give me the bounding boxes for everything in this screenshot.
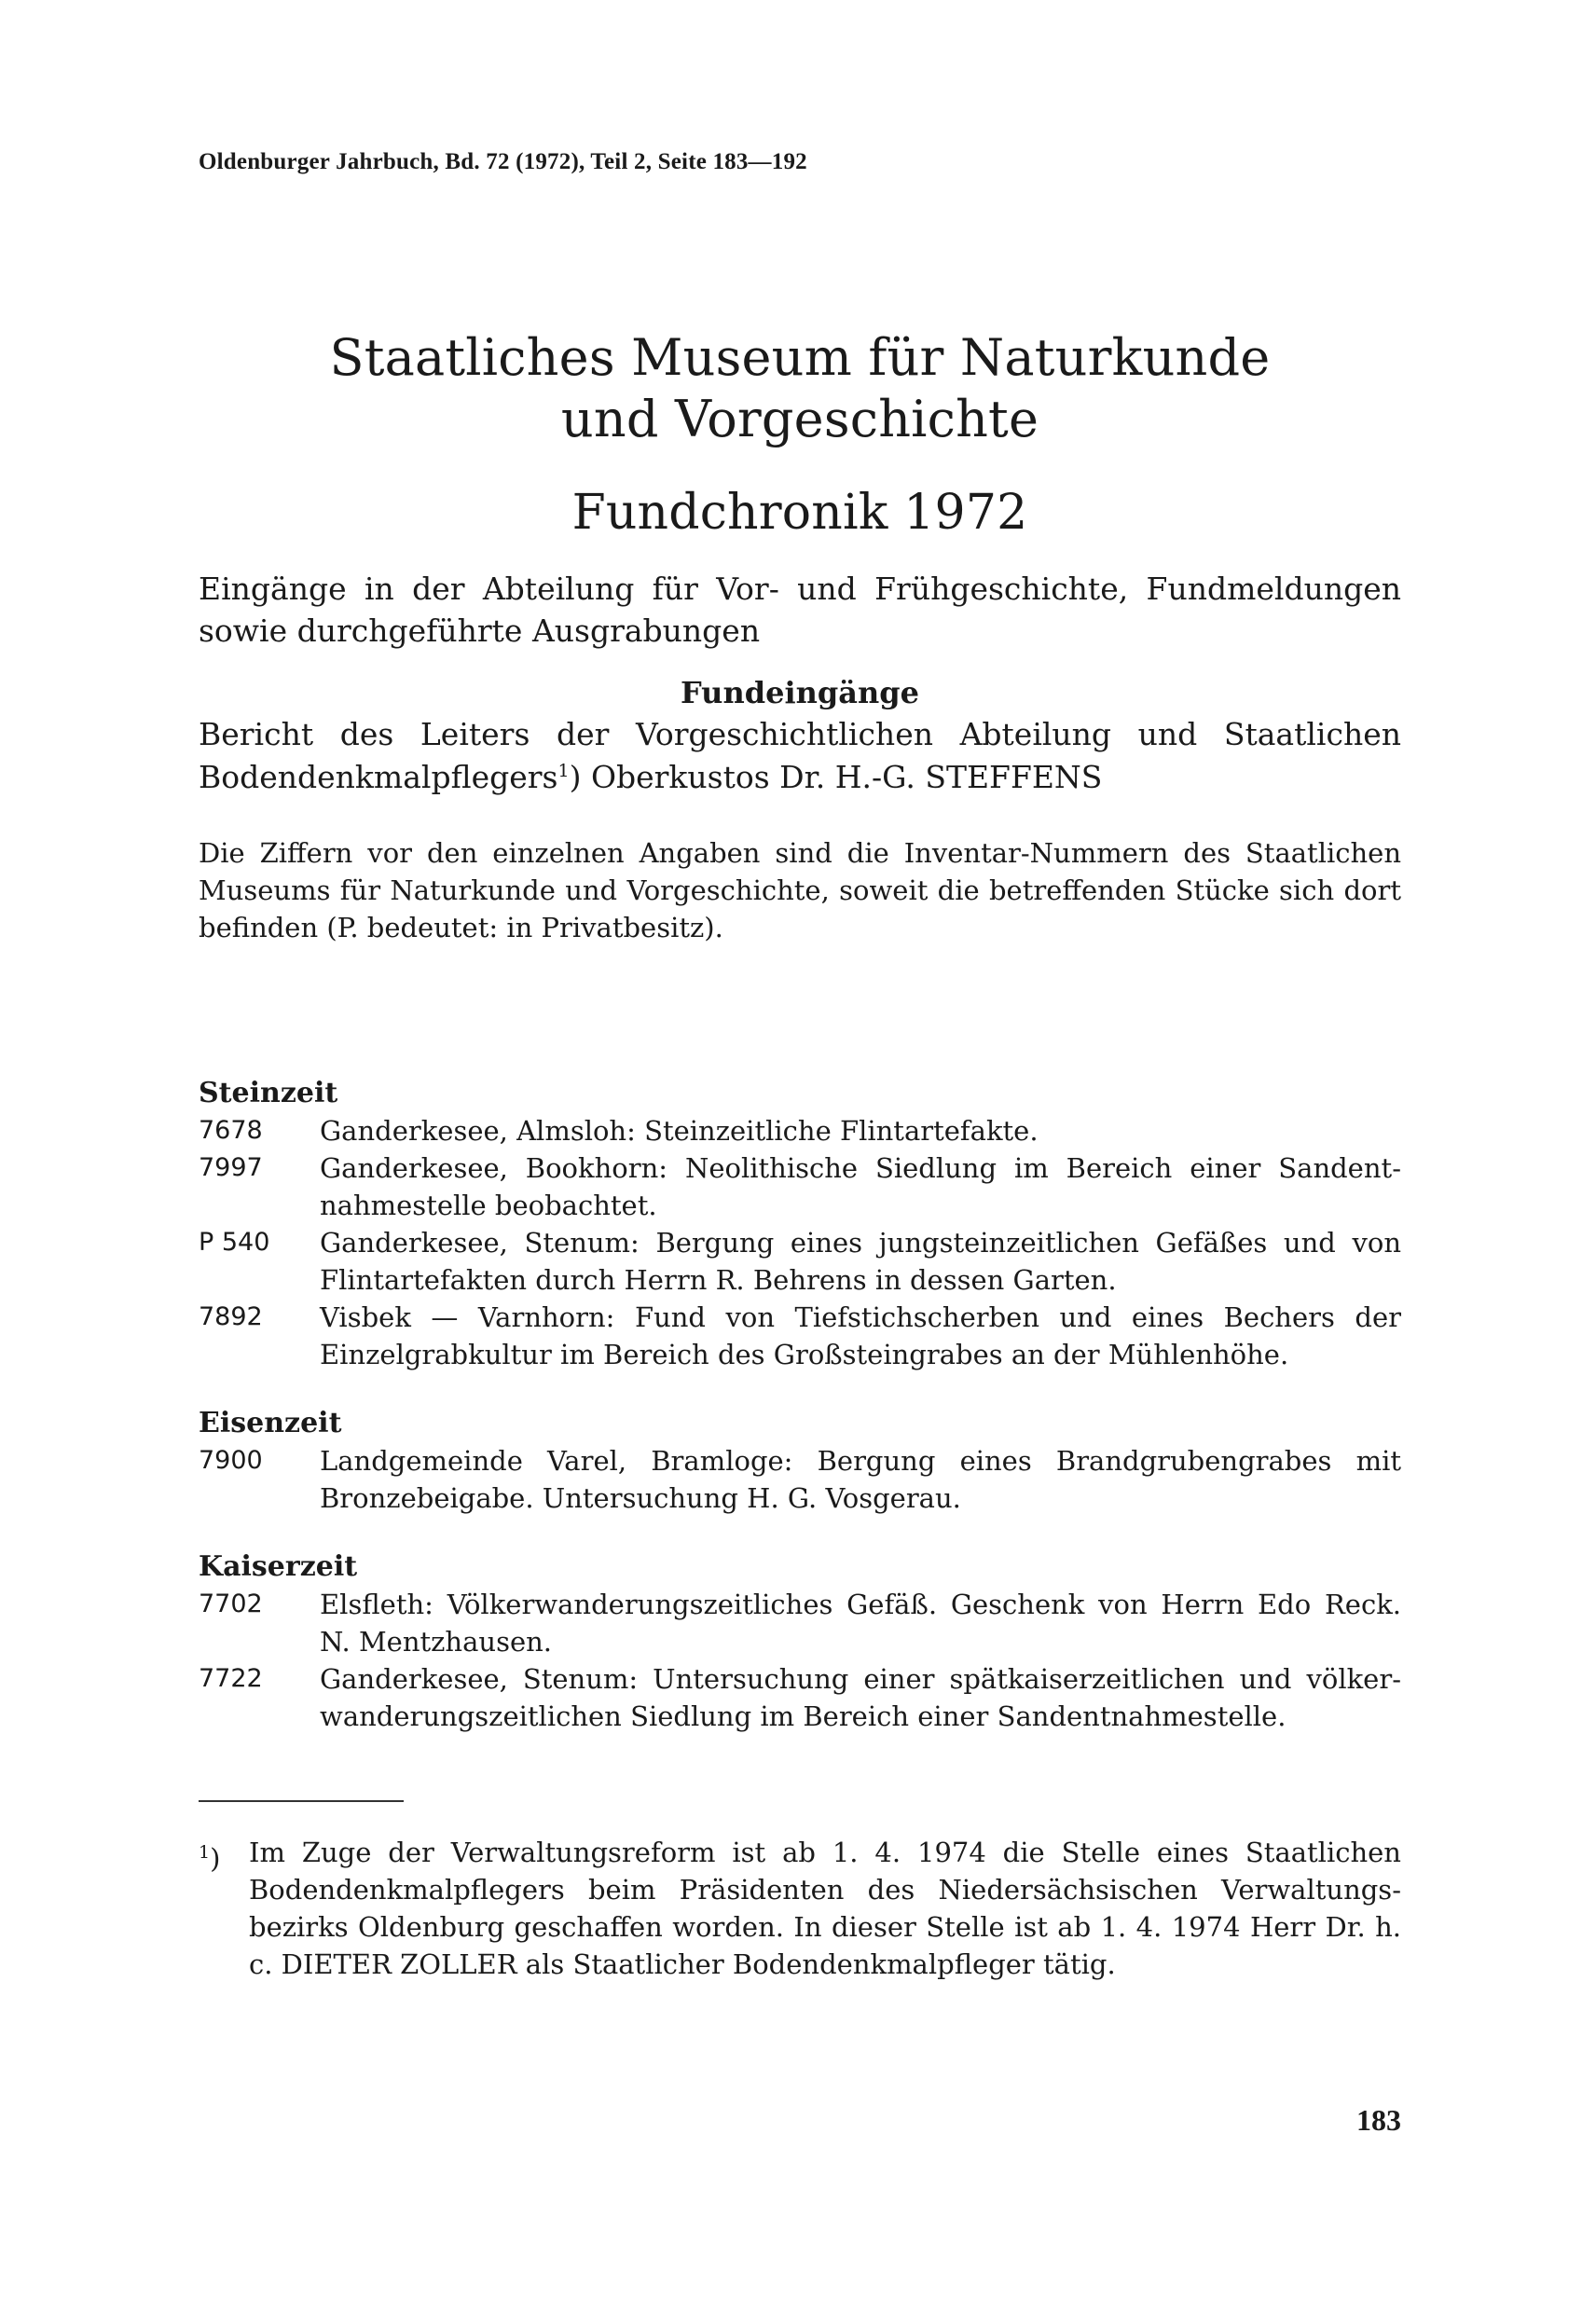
period-steinzeit <box>199 1075 1401 1373</box>
running-head: Oldenburger Jahrbuch, Bd. 72 (1972), Teil 2, Seite 183—192 <box>199 149 807 174</box>
period-title: Steinzeit <box>199 1077 338 1109</box>
inventory-number: 7678 <box>199 1116 263 1145</box>
inventory-number: 7892 <box>199 1302 263 1331</box>
page <box>199 149 1401 2137</box>
title-line-3: Fundchronik 1972 <box>571 485 1028 541</box>
entry-text: Ganderkesee, Stenum: Untersuchung einer spätkaiserzeitlichen und völkerwanderungszeitlichen Siedlung im Bereich einer Sandentnahmestelle. <box>320 1663 1401 1732</box>
footnote-text: Im Zuge der Verwaltungsreform ist ab 1. 4. 1974 die Stelle eines Staatlichen Bodendenkmalpflegers beim Präsidenten des Niedersächsischen Verwaltungsbezirks Oldenburg geschaffen worden. In dieser Stelle ist ab 1. 4. 1974 Herr Dr. h. c. DIETER ZOLLER als Staatlicher Bodendenkmalpfleger tätig. <box>249 1837 1401 1980</box>
intro-paragraph: Eingänge in der Abteilung für Vor- und Frühgeschichte, Fundmeldungen sowie durchgeführte Ausgrabungen <box>199 571 1401 649</box>
entry-text: Ganderkesee, Bookhorn: Neolithische Siedlung im Bereich einer Sandentnahmestelle beobachtet. <box>320 1152 1401 1221</box>
period-title: Kaiserzeit <box>199 1550 358 1583</box>
footnote-reference: 1 <box>557 761 570 781</box>
entry-text: Elsfleth: Völkerwanderungszeitliches Gefäß. Geschenk von Herrn Edo Reck. N. Mentzhausen. <box>320 1589 1401 1658</box>
period-title: Eisenzeit <box>199 1407 342 1439</box>
report-text-before: Bericht des Leiters der Vorgeschichtlichen Abteilung und Staatlichen Bodendenkmalpflegers <box>199 716 1401 795</box>
entry-text: Visbek — Varnhorn: Fund von Tiefstichscherben und eines Bechers der Einzelgrabkultur im Bereich des Großsteingrabes an der Mühlenhöhe. <box>320 1301 1401 1370</box>
inventory-number: 7722 <box>199 1664 263 1693</box>
list-item <box>199 1660 1401 1735</box>
period-eisenzeit <box>199 1405 1401 1517</box>
footnote-mark <box>199 1834 249 1983</box>
title-block <box>199 327 1401 544</box>
inventory-number: 7900 <box>199 1446 263 1475</box>
entry-text: Ganderkesee, Stenum: Bergung eines jungsteinzeitlichen Gefäßes und von Flintartefakten durch Herrn R. Behrens in dessen Garten. <box>320 1227 1401 1296</box>
inventory-number: 7702 <box>199 1590 263 1618</box>
list-item <box>199 1299 1401 1373</box>
footnote-mark-suffix: ) <box>210 1842 221 1875</box>
report-paragraph <box>199 713 1401 799</box>
list-item <box>199 1586 1401 1660</box>
note-paragraph: Die Ziffern vor den einzelnen Angaben sind die Inventar-Nummern des Staatlichen Museums für Naturkunde und Vorgeschichte, soweit die betreffenden Stücke sich dort befinden (P. bedeutet: in Privatbesitz). <box>199 837 1401 943</box>
footnote <box>199 1834 1401 1983</box>
entry-text: Ganderkesee, Almsloh: Steinzeitliche Flintartefakte. <box>320 1115 1039 1147</box>
list-item <box>199 1149 1401 1224</box>
footnote-mark-number: 1 <box>199 1842 211 1863</box>
section-heading: Fundeingänge <box>681 675 919 710</box>
page-number: 183 <box>1356 2103 1401 2137</box>
list-item <box>199 1112 1401 1149</box>
list-item <box>199 1442 1401 1517</box>
period-kaiserzeit <box>199 1548 1401 1735</box>
list-item <box>199 1224 1401 1299</box>
report-text-after: ) Oberkustos Dr. H.-G. STEFFENS <box>569 759 1103 795</box>
title-line-1: Staatliches Museum für Naturkunde <box>329 328 1271 387</box>
inventory-number: P 540 <box>199 1228 270 1257</box>
title-line-2: und Vorgeschichte <box>560 390 1039 448</box>
inventory-number: 7997 <box>199 1153 263 1182</box>
entry-text: Landgemeinde Varel, Bramloge: Bergung eines Brandgrubengrabes mit Bronzebeigabe. Untersuchung H. G. Vosgerau. <box>320 1445 1401 1514</box>
footnote-divider <box>199 1800 404 1802</box>
